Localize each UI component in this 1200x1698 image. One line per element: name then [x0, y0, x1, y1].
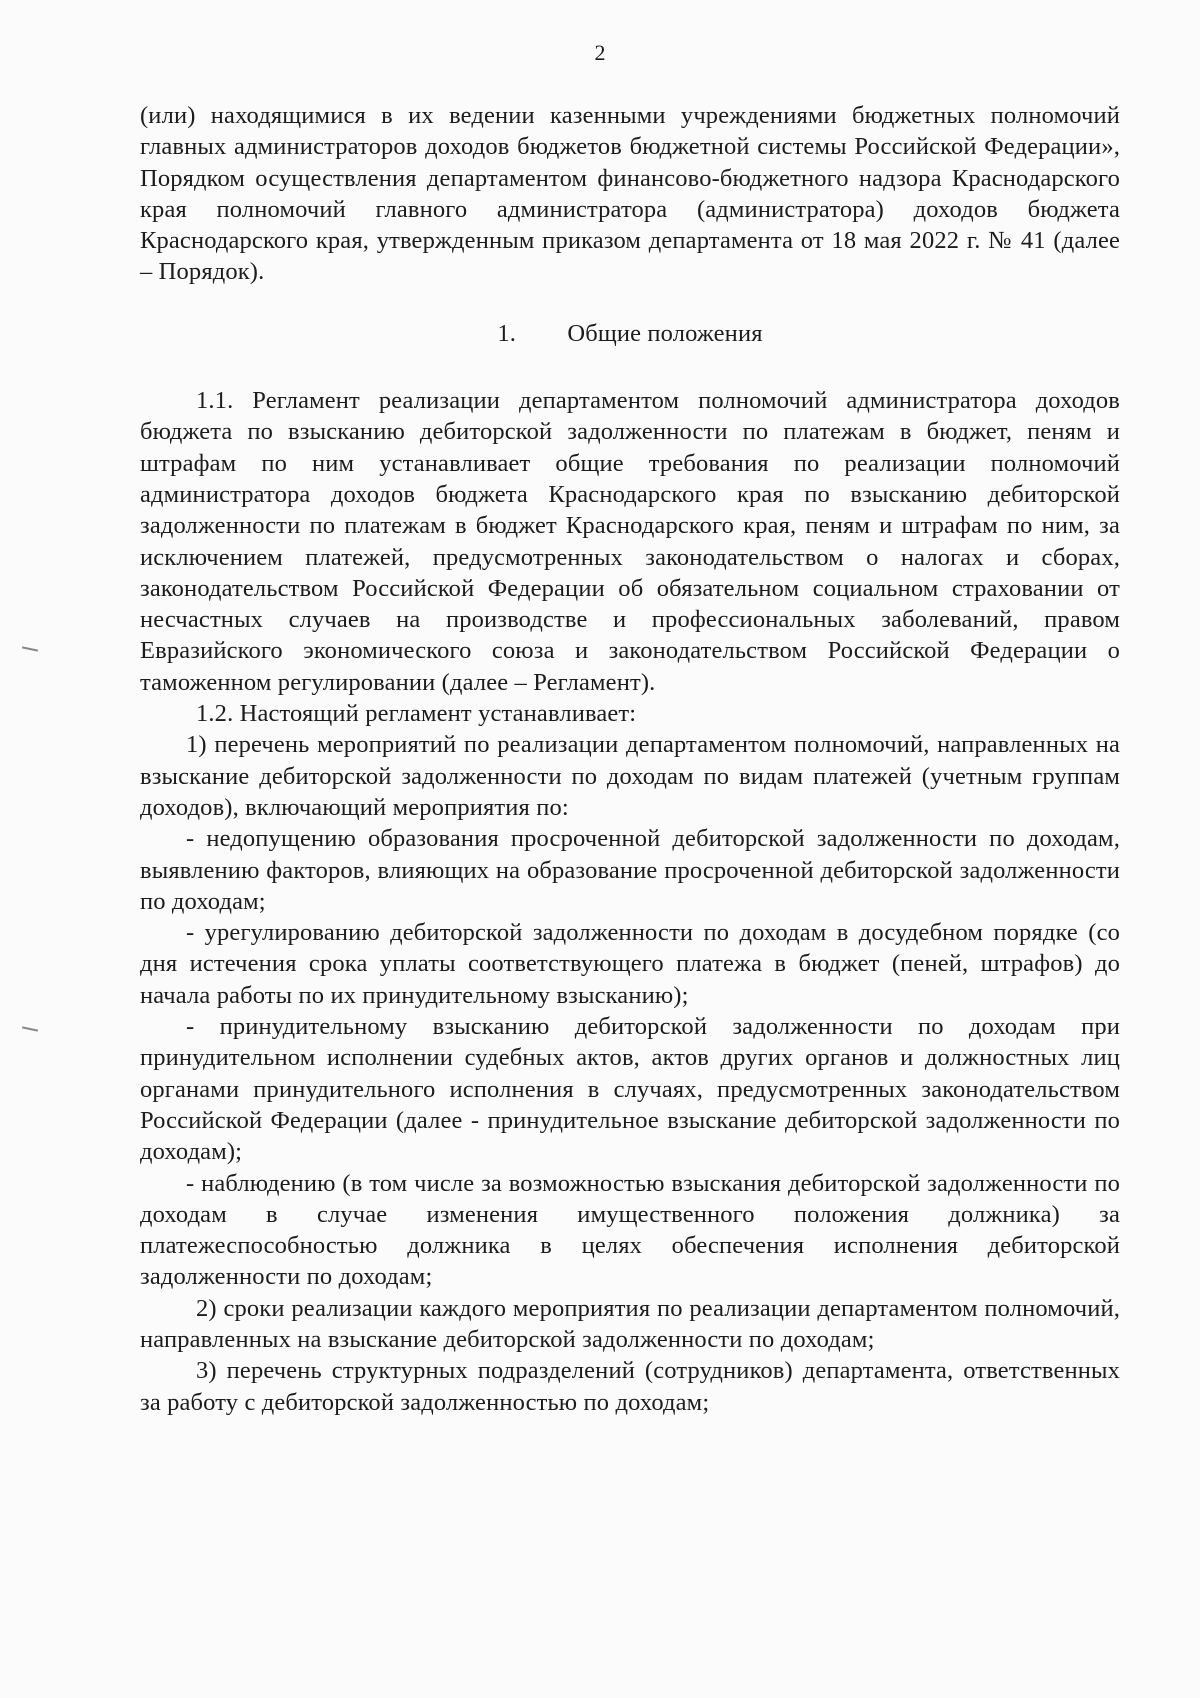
- margin-mark: [22, 646, 38, 651]
- section-number: 1.: [497, 319, 517, 347]
- margin-mark: [22, 1026, 38, 1031]
- list-item-1: 1) перечень мероприятий по реализации департаментом полномочий, направленных на взыскание дебиторской задолженности по доходам по видам платежей (учетным группам доходов), включающий мероприятия по:: [140, 731, 1120, 821]
- paragraph-1-2: 1.2. Настоящий регламент устанавливает:: [196, 700, 637, 728]
- intro-paragraph: (или) находящимися в их ведении казенными учреждениями бюджетных полномочий главных администраторов доходов бюджетов бюджетной системы Российской Федерации», Порядком осуществления департаментом финансово-бюджетного надзора Краснодарского края полномочий главного администратора (администратора) доходов бюджета Краснодарского края, утвержденным приказом департамента от 18 мая 2022 г. № 41 (далее – Порядок).: [140, 102, 1120, 286]
- sub-item-prevention: - недопущению образования просроченной дебиторской задолженности по доходам, выявлению факторов, влияющих на образование просроченной дебиторской задолженности по доходам;: [140, 825, 1120, 915]
- page-number: 2: [594, 40, 606, 65]
- section-title: Общие положения: [567, 319, 763, 347]
- sub-item-monitoring: - наблюдению (в том числе за возможностью взыскания дебиторской задолженности по доходам в случае изменения имущественного положения должника) за платежеспособностью должника в целях обеспечения исполнения дебиторской задолженности по доходам;: [140, 1169, 1120, 1291]
- section-heading: [140, 318, 1120, 349]
- list-item-2: 2) сроки реализации каждого мероприятия по реализации департаментом полномочий, направленных на взыскание дебиторской задолженности по доходам;: [140, 1294, 1120, 1353]
- sub-item-enforcement: - принудительному взысканию дебиторской задолженности по доходам при принудительном исполнении судебных актов, актов других органов и должностных лиц органами принудительного исполнения в случаях, предусмотренных законодательством Российской Федерации (далее - принудительное взыскание дебиторской задолженности по доходам);: [140, 1013, 1120, 1166]
- document-body: [140, 100, 1120, 1418]
- paragraph-1-1: 1.1. Регламент реализации департаментом полномочий администратора доходов бюджета по взысканию дебиторской задолженности по платежам в бюджет, пеням и штрафам по ним устанавливает общие требования по реализации полномочий администратора доходов бюджета Краснодарского края по взысканию дебиторской задолженности по платежам в бюджет Краснодарского края, пеням и штрафам по ним, за исключением платежей, предусмотренных законодательством о налогах и сборах, законодательством Российской Федерации об обязательном социальном страховании от несчастных случаев на производстве и профессиональных заболеваний, правом Евразийского экономического союза и законодательством Российской Федерации о таможенном регулировании (далее – Регламент).: [140, 387, 1120, 696]
- list-item-3: 3) перечень структурных подразделений (сотрудников) департамента, ответственных за работу с дебиторской задолженностью по доходам;: [140, 1357, 1120, 1416]
- sub-item-pretrial: - урегулированию дебиторской задолженности по доходам в досудебном порядке (со дня истечения срока уплаты соответствующего платежа в бюджет (пеней, штрафов) до начала работы по их принудительному взысканию);: [140, 919, 1120, 1009]
